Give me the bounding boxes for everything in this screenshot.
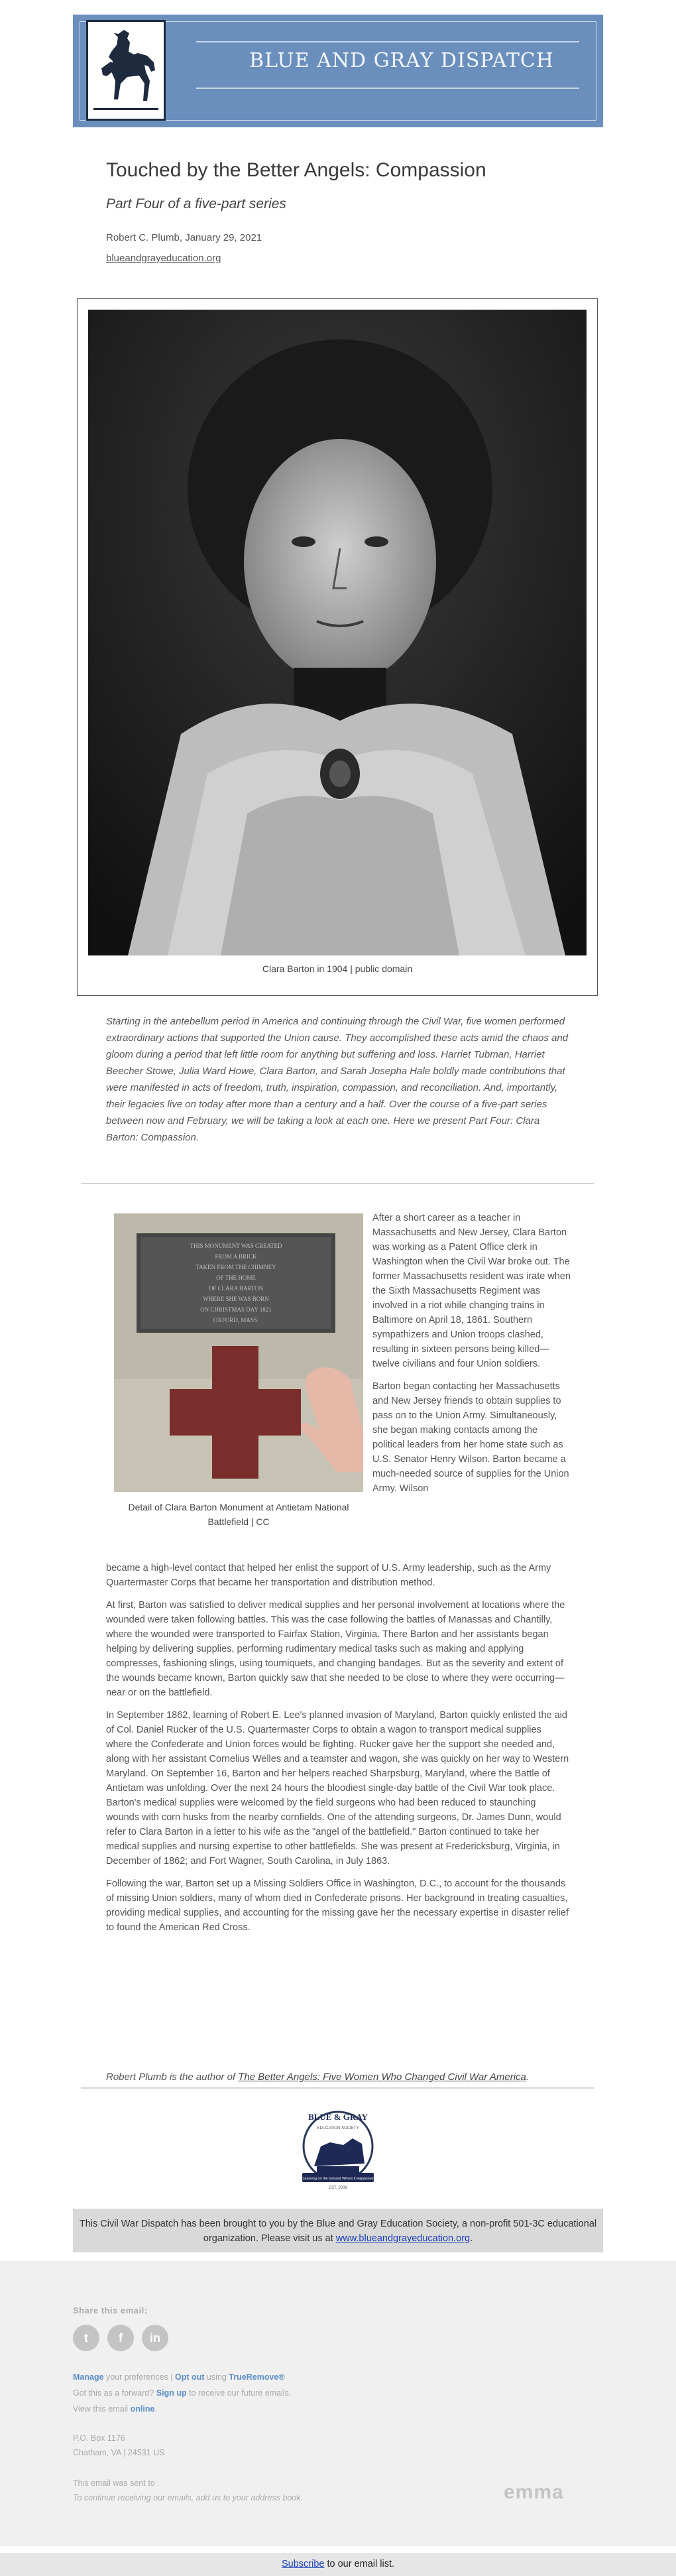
linkedin-icon[interactable]: in — [142, 2325, 168, 2351]
article-body — [106, 1561, 570, 1935]
svg-text:BLUE & GRAY: BLUE & GRAY — [308, 2112, 368, 2122]
paragraph: became a high-level contact that helped her enlist the support of U.S. Army leadership, such as the Army Quartermaster Corps that became her transportation and distribution method. — [106, 1563, 551, 1588]
book-link[interactable]: The Better Angels: Five Women Who Changed Civil War America — [238, 2071, 526, 2083]
email-footer — [0, 2261, 676, 2546]
address-line-1: P.O. Box 1176 — [73, 2433, 125, 2443]
preferences-line: Manage your preferences | Opt out using TrueRemove® — [73, 2372, 285, 2382]
monument-image — [114, 1213, 363, 1492]
clara-barton-portrait — [88, 310, 587, 955]
sent-to-line: This email was sent to . — [73, 2479, 160, 2488]
site-link[interactable]: blueandgrayeducation.org — [106, 253, 221, 264]
svg-text:TAKEN FROM THE CHIMNEY: TAKEN FROM THE CHIMNEY — [196, 1264, 276, 1270]
monument-photo — [114, 1213, 363, 1492]
author-note: Robert Plumb is the author of The Better Angels: Five Women Who Changed Civil War America. — [106, 2071, 530, 2083]
manage-link[interactable]: Manage — [73, 2372, 104, 2382]
header-banner — [73, 15, 603, 127]
portrait-frame — [77, 298, 598, 996]
twitter-icon[interactable]: t — [73, 2325, 99, 2351]
emma-logo[interactable]: emma — [504, 2481, 564, 2503]
svg-text:EST. 2006: EST. 2006 — [329, 2186, 347, 2190]
share-label: Share this email: — [73, 2305, 148, 2315]
paragraph: Barton began contacting her Massachusetts and New Jersey friends to obtain supplies to pass on to the Union Army. Simultaneously, she began making contacts among the political leaders from her home state such as U.S. Senator Henry Wilson. Barton became a much-needed source of supplies for the Union Army. Wilson — [372, 1381, 569, 1494]
trueremove-link[interactable]: TrueRemove® — [229, 2372, 285, 2382]
society-notice: This Civil War Dispatch has been brought to you by the Blue and Gray Education Society, a non-profit 501-3C educational organization. Please visit us at www.blueandgrayeducation.org. — [73, 2209, 603, 2252]
svg-text:FROM A BRICK: FROM A BRICK — [215, 1253, 257, 1260]
svg-text:EDUCATION SOCIETY: EDUCATION SOCIETY — [317, 2126, 359, 2130]
society-link[interactable]: www.blueandgrayeducation.org — [335, 2233, 471, 2244]
banner-title: BLUE AND GRAY DISPATCH — [249, 49, 554, 72]
section-divider — [81, 2087, 594, 2089]
article-side-column — [372, 1211, 571, 1496]
banner-rule-top — [196, 41, 579, 42]
portrait-image — [88, 310, 587, 955]
online-line: View this email online. — [73, 2404, 157, 2414]
horse-rider-icon — [88, 22, 164, 119]
subscribe-link[interactable]: Subscribe — [281, 2559, 325, 2569]
svg-text:THIS MONUMENT WAS CREATED: THIS MONUMENT WAS CREATED — [190, 1243, 282, 1249]
portrait-caption: Clara Barton in 1904 | public domain — [262, 963, 413, 974]
paragraph: After a short career as a teacher in Massachusetts and New Jersey, Clara Barton was working as a Patent Office clerk in Washington when the Civil War broke out. The former Massachusetts resident was irate when the Sixth Massachusetts Regiment was involved in a riot while changing trains in Baltimore on April 18, 1861. Southern sympathizers and Union troops clashed, resulting in sixteen persons being killed—twelve civilians and four Union soldiers. — [372, 1213, 571, 1369]
article-subtitle: Part Four of a five-part series — [106, 196, 286, 212]
section-divider — [81, 1183, 594, 1184]
address-line-2: Chatham, VA | 24531 US — [73, 2448, 165, 2457]
opt-out-link[interactable]: Opt out — [175, 2372, 205, 2382]
bges-seal-icon — [297, 2105, 379, 2191]
svg-text:ON CHRISTMAS DAY 1821: ON CHRISTMAS DAY 1821 — [200, 1306, 272, 1313]
svg-text:Learning on the Ground Where i: Learning on the Ground Where it Happened — [302, 2177, 374, 2181]
online-link[interactable]: online — [130, 2404, 155, 2414]
svg-text:OF THE HOME: OF THE HOME — [216, 1274, 256, 1281]
monument-caption: Detail of Clara Barton Monument at Antietam National Battlefield | CC — [128, 1502, 349, 1527]
forward-line: Got this as a forward? Sign up to receive our future emails. — [73, 2388, 292, 2398]
article-title: Touched by the Better Angels: Compassion — [106, 159, 486, 181]
paragraph: Following the war, Barton set up a Missing Soldiers Office in Washington, D.C., to account for the thousands of missing Union soldiers, many of whom died in Confederate prisons. Her background in treating casualties, providing medical supplies, and accounting for the missing gave her the necessary expertise in disaster relief to found the American Red Cross. — [106, 1878, 569, 1933]
byline: Robert C. Plumb, January 29, 2021 — [106, 232, 262, 243]
continue-line: To continue receiving our emails, add us to your address book. — [73, 2493, 303, 2502]
series-intro: Starting in the antebellum period in America and continuing through the Civil War, five women performed extraordinary actions that supported the Union cause. They accomplished these acts amid the chaos and gloom during a period that left little room for anything but suffering and loss. Harriet Tubman, Harriet Beecher Stowe, Julia Ward Howe, Clara Barton, and Sarah Josepha Hale boldly made contributions that were manifested in acts of freedom, truth, inspiration, compassion, and reconciliation. And, importantly, their legacies live on today after more than a century and a half. Over the course of a five-part series between now and February, we will be taking a look at each one. Here we present Part Four: Clara Barton: Compassion. — [106, 1016, 569, 1143]
bges-logo[interactable] — [297, 2105, 379, 2191]
facebook-icon[interactable]: f — [107, 2325, 134, 2351]
paragraph: In September 1862, learning of Robert E. Lee's planned invasion of Maryland, Barton quickly enlisted the aid of Col. Daniel Rucker of the U.S. Quartermaster Corps to obtain a wagon to transport medical supplies where the Confederate and Union forces would be fighting. Rucker gave her the support she needed and, along with her assistant Cornelius Welles and a teamster and wagon, she was quickly on her way to Western Maryland. On September 16, Barton and her helpers reached Sharpsburg, Maryland, where the Battle of Antietam was unfolding. Over the next 24 hours the bloodiest single-day battle of the Civil War took place. Barton's medical supplies were welcomed by the field surgeons who had been reduced to staunching wounds with corn husks from the nearby cornfields. One of the attending surgeons, Dr. James Dunn, would refer to Clara Barton in a letter to his wife as the "angel of the battlefield." Barton continued to take her medical supplies and nursing expertise to other battlefields. She was present at Fredericksburg, Virginia, in December of 1862; and Fort Wagner, South Carolina, in July 1863. — [106, 1710, 569, 1867]
svg-text:WHERE SHE WAS BORN: WHERE SHE WAS BORN — [203, 1296, 269, 1302]
svg-text:OF CLARA BARTON: OF CLARA BARTON — [208, 1285, 264, 1292]
subscribe-bar: Subscribe to our email list. — [0, 2553, 676, 2576]
banner-rule-bottom — [196, 88, 579, 89]
sign-up-link[interactable]: Sign up — [156, 2388, 187, 2398]
cavalry-logo[interactable] — [86, 20, 166, 121]
svg-text:OXFORD, MASS.: OXFORD, MASS. — [213, 1317, 259, 1323]
paragraph: At first, Barton was satisfied to deliver medical supplies and her personal involvement at locations where the wounded were taken following battles. This was the case following the battles of Manassas and Chantilly, where the wounded were transported to Fairfax Station, Virginia. There Barton and her assistants began helping by delivering supplies, performing rudimentary medical tasks such as making and applying compresses, fashioning slings, using tourniquets, and changing bandages. But as the severity and extent of the wounds became known, Barton quickly saw that she needed to be close to where they were occurring—near or on the battlefield. — [106, 1600, 565, 1698]
